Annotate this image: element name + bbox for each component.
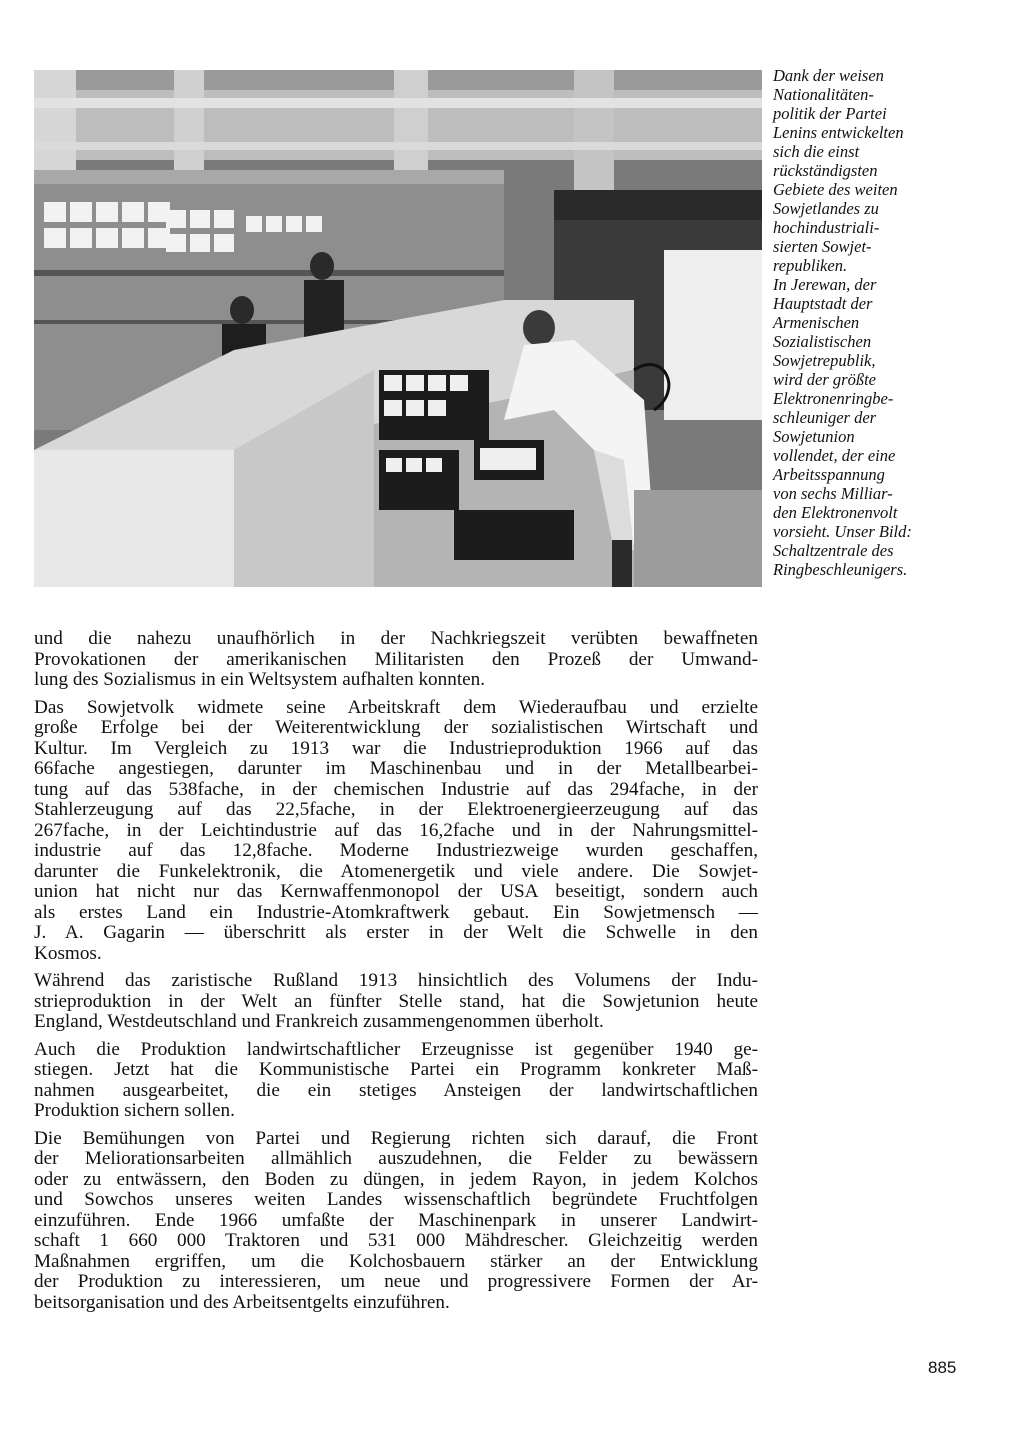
caption-line: Armenischen	[773, 313, 860, 332]
caption-line: Elektronenringbe-	[773, 389, 894, 408]
photo-caption	[773, 66, 966, 579]
caption-line: republiken.	[773, 256, 848, 275]
text-line: Maßnahmen ergriffen, um die Kolchosbauern stärker an der Entwicklung	[34, 1250, 758, 1272]
caption-line: den Elektronenvolt	[773, 503, 898, 522]
text-line: strieproduktion in der Welt an fünfter Stelle stand, hat die Sowjetunion heute	[34, 990, 758, 1012]
text-line: 267fache, in der Leichtindustrie auf das 16,2fache und in der Nahrungsmittel-	[34, 819, 758, 841]
caption-line: sich die einst	[773, 142, 860, 161]
text-line: beitsorganisation und des Arbeitsentgelts einzuführen.	[34, 1291, 450, 1313]
body-text	[34, 629, 758, 1320]
control-room-illustration	[34, 70, 762, 587]
text-line: stiegen. Jetzt hat die Kommunistische Partei ein Programm konkreter Maß-	[34, 1059, 758, 1080]
text-line: Kosmos.	[34, 942, 102, 964]
caption-line: Hauptstadt der	[773, 294, 873, 313]
text-line: industrie auf das 12,8fache. Moderne Industriezweige wurden geschaffen,	[34, 840, 758, 861]
text-line: große Erfolge bei der Weiterentwicklung der sozialistischen Wirtschaft und	[34, 717, 758, 738]
paragraph	[34, 698, 758, 965]
caption-line: Dank der weisen	[773, 66, 884, 85]
caption-line: hochindustriali-	[773, 218, 880, 237]
caption-line: Gebiete des weiten	[773, 180, 898, 199]
caption-line: Ringbeschleunigers.	[773, 560, 908, 579]
text-line: Kultur. Im Vergleich zu 1913 war die Industrieproduktion 1966 auf das	[34, 737, 758, 759]
control-room-photo	[34, 70, 762, 587]
text-line: J. A. Gagarin — überschritt als erster in der Welt die Schwelle in den	[34, 922, 758, 943]
text-line: union hat nicht nur das Kernwaffenmonopol der USA beseitigt, sondern auch	[34, 881, 758, 902]
text-line: Das Sowjetvolk widmete seine Arbeitskraft dem Wiederaufbau und erzielte	[34, 696, 758, 718]
caption-line: vorsieht. Unser Bild:	[773, 522, 912, 541]
text-line: und Sowchos unseres weiten Landes wissenschaftlich begründete Fruchtfolgen	[34, 1189, 758, 1210]
text-line: Die Bemühungen von Partei und Regierung richten sich darauf, die Front	[34, 1127, 758, 1149]
text-line: als erstes Land ein Industrie-Atomkraftwerk gebaut. Ein Sowjetmensch —	[34, 901, 758, 923]
caption-line: Sowjetlandes zu	[773, 199, 879, 218]
caption-line: In Jerewan, der	[773, 275, 877, 294]
paragraph	[34, 971, 758, 1033]
text-line: einzuführen. Ende 1966 umfaßte der Maschinenpark in unserer Landwirt-	[34, 1209, 758, 1231]
paragraph	[34, 1129, 758, 1314]
page-number: 885	[928, 1358, 957, 1377]
caption-line: vollendet, der eine	[773, 446, 896, 465]
caption-line: politik der Partei	[773, 104, 887, 123]
paragraph	[34, 1040, 758, 1122]
caption-line: Arbeitsspannung	[773, 465, 885, 484]
caption-line: Nationalitäten-	[773, 85, 874, 104]
text-line: Produktion sichern sollen.	[34, 1100, 235, 1121]
caption-line: von sechs Milliar-	[773, 484, 893, 503]
text-line: tung auf das 538fache, in der chemischen Industrie auf das 294fache, in der	[34, 778, 758, 800]
caption-line: Lenins entwickelten	[773, 123, 904, 142]
caption-line: Sowjetrepublik,	[773, 351, 876, 370]
caption-line: wird der größte	[773, 370, 876, 389]
caption-line: sierten Sowjet-	[773, 237, 872, 256]
text-line: Auch die Produktion landwirtschaftlicher Erzeugnisse ist gegenüber 1940 ge-	[34, 1038, 758, 1060]
caption-line: Schaltzentrale des	[773, 541, 894, 560]
text-line: schaft 1 660 000 Traktoren und 531 000 Mähdrescher. Gleichzeitig werden	[34, 1230, 758, 1251]
text-line: Während das zaristische Rußland 1913 hinsichtlich des Volumens der Indu-	[34, 970, 758, 991]
text-line: oder zu entwässern, den Boden zu düngen, in jedem Rayon, in jedem Kolchos	[34, 1168, 758, 1190]
text-line: der Meliorationsarbeiten allmählich auszudehnen, die Felder zu bewässern	[34, 1148, 758, 1169]
caption-line: Sowjetunion	[773, 427, 855, 446]
paragraph	[34, 629, 758, 691]
caption-line: schleuniger der	[773, 408, 877, 427]
text-line: England, Westdeutschland und Frankreich zusammengenommen überholt.	[34, 1011, 604, 1032]
text-line: Stahlerzeugung auf das 22,5fache, in der Elektroenergieerzeugung auf das	[34, 799, 758, 820]
text-line: und die nahezu unaufhörlich in der Nachkriegszeit verübten bewaffneten	[34, 628, 758, 649]
text-line: darunter die Funkelektronik, die Atomenergetik und viele andere. Die Sowjet-	[34, 860, 758, 882]
text-line: nahmen ausgearbeitet, die ein stetiges Ansteigen der landwirtschaftlichen	[34, 1079, 758, 1101]
text-line: der Produktion zu interessieren, um neue und progressivere Formen der Ar-	[34, 1271, 758, 1292]
text-line: Provokationen der amerikanischen Militaristen den Prozeß der Umwand-	[34, 648, 758, 670]
caption-line: Sozialistischen	[773, 332, 872, 351]
caption-line: rückständigsten	[773, 161, 878, 180]
text-line: 66fache angestiegen, darunter im Maschinenbau und in der Metallbearbei-	[34, 758, 758, 779]
text-line: lung des Sozialismus in ein Weltsystem aufhalten konnten.	[34, 669, 486, 690]
